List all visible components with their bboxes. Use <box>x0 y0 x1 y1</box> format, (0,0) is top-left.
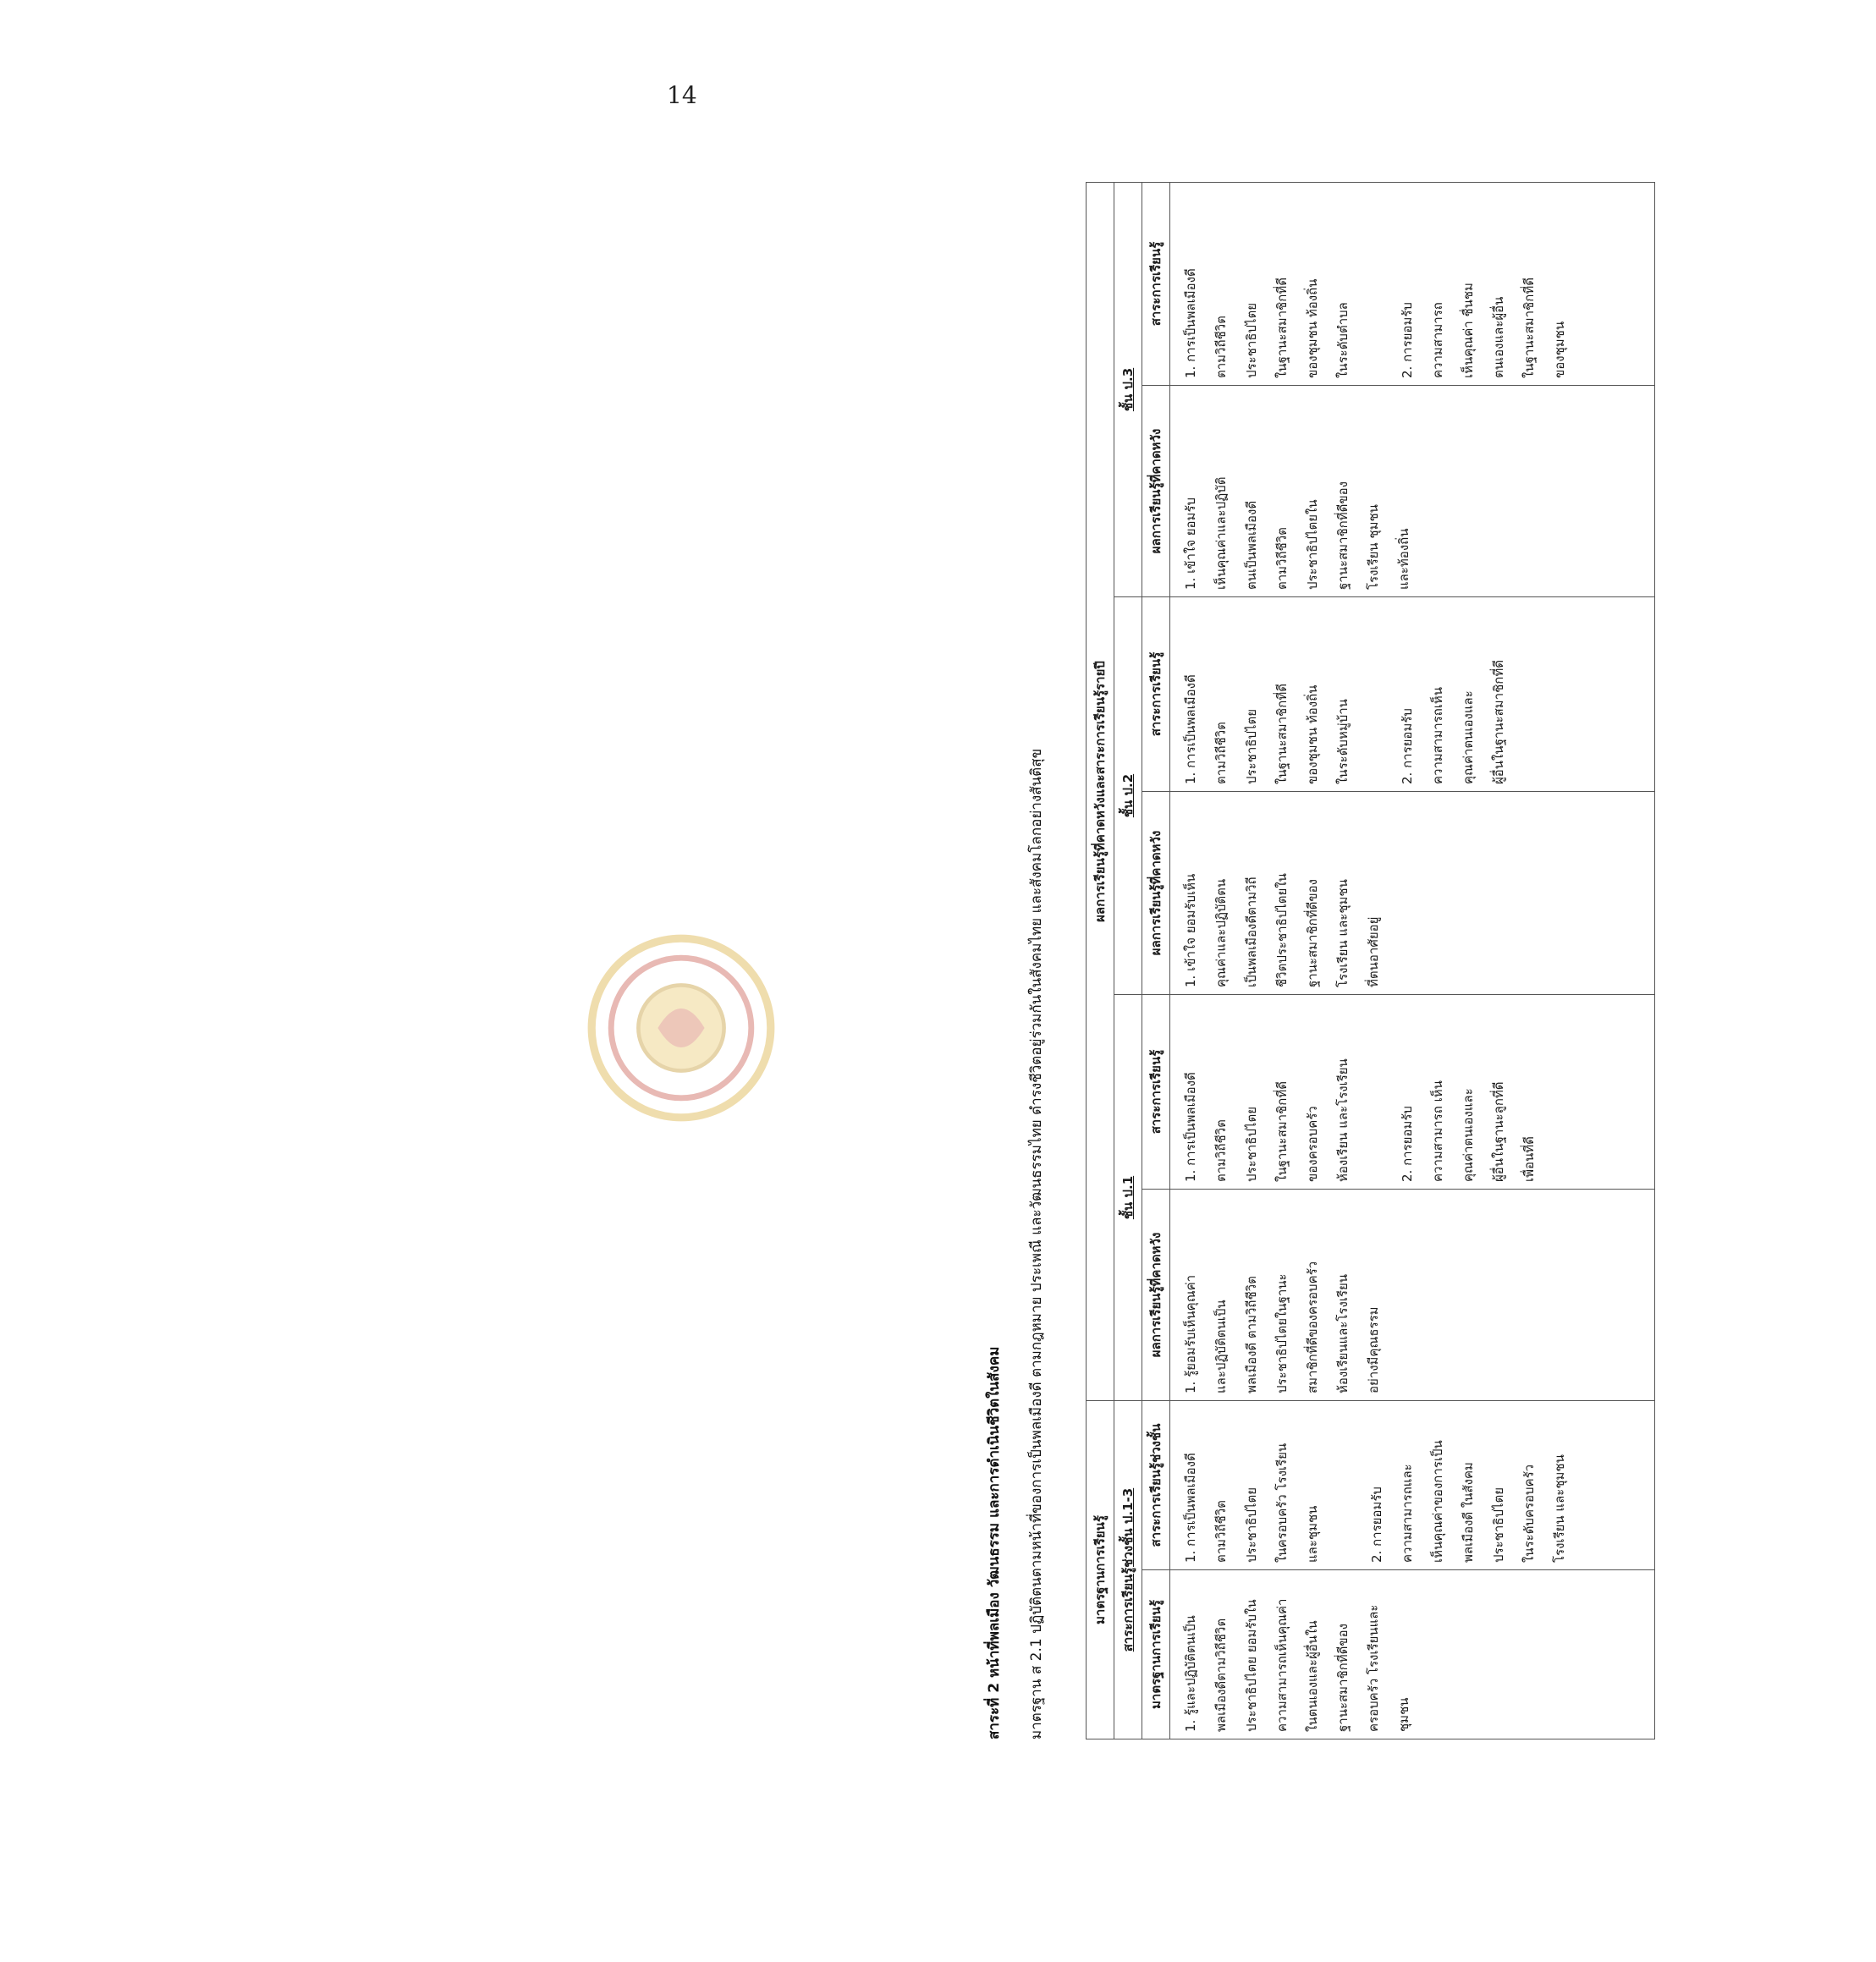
cell-line: 1. การเป็นพลเมืองดี <box>1183 1072 1198 1182</box>
cell-line: เห็นคุณค่าของการเป็น <box>1430 1440 1445 1563</box>
cell-p1-outcome <box>1170 1190 1655 1401</box>
cell-line: ของชุมชน ท้องถิ่น <box>1305 278 1320 378</box>
header-learning-standard: มาตรฐานการเรียนรู้ <box>1087 1401 1114 1739</box>
cell-item <box>1175 604 1358 784</box>
column-header-p3-content: สาระการเรียนรู้ <box>1142 182 1170 385</box>
column-header-p3-outcome: ผลการเรียนรู้ที่คาดหวัง <box>1142 386 1170 597</box>
cell-line: คุณค่าตนเองและ <box>1461 1088 1476 1182</box>
cell-line: เห็นคุณค่าและปฏิบัติ <box>1213 476 1229 590</box>
header-grade-p3: ชั้น ป.3 <box>1114 182 1142 596</box>
cell-standard <box>1170 1570 1655 1739</box>
cell-line: ในฐานะสมาชิกที่ดี <box>1521 278 1537 378</box>
column-header-p1-outcome: ผลการเรียนรู้ที่คาดหวัง <box>1142 1190 1170 1401</box>
column-header-p2-outcome: ผลการเรียนรู้ที่คาดหวัง <box>1142 792 1170 995</box>
rotated-page-content <box>954 183 1876 1739</box>
cell-line: ห้องเรียน และโรงเรียน <box>1335 1058 1351 1182</box>
cell-line: ตนเองและผู้อื่น <box>1491 296 1506 378</box>
cell-item <box>1175 190 1358 378</box>
table-row <box>1170 182 1655 1739</box>
cell-line: ประชาธิปไตย <box>1244 1107 1259 1182</box>
cell-line: ประชาธิปไตยใน <box>1305 499 1320 590</box>
cell-line: ในระดับหมู่บ้าน <box>1335 699 1351 784</box>
cell-line: ของชุมชน ท้องถิ่น <box>1305 684 1320 784</box>
cell-line: ประชาธิปไตยในฐานะ <box>1274 1273 1290 1393</box>
standard-title: มาตรฐาน ส 2.1 ปฏิบัติตนตามหน้าที่ของการเป็นพลเมืองดี ตามกฎหมาย ประเพณี และวัฒนธรรมไทย ดำรงชีวิตอยู่ร่วมกันในสังคมไทย และสังคมโลกอย่างสันติสุข <box>1028 748 1045 1739</box>
cell-line: ตามวิถีชีวิต <box>1213 1500 1229 1563</box>
cell-line: ชุมชน <box>1396 1697 1411 1732</box>
cell-line: 1. รู้ยอมรับเห็นคุณค่า <box>1183 1274 1198 1393</box>
cell-line: 1. เข้าใจ ยอมรับเห็น <box>1183 873 1198 987</box>
cell-line: เพื่อนที่ดี <box>1521 1136 1537 1182</box>
cell-line: ความสามารถ <box>1430 302 1445 378</box>
cell-item <box>1362 1408 1575 1563</box>
cell-p1-content <box>1170 995 1655 1190</box>
cell-line: คุณค่าตนเองและ <box>1461 690 1476 784</box>
cell-item <box>1175 1196 1389 1393</box>
cell-line: ความสามารถ เห็น <box>1430 1080 1445 1182</box>
curriculum-table <box>1086 182 1655 1739</box>
cell-line: โรงเรียน และชุมชน <box>1335 879 1351 987</box>
cell-line: 2. การยอมรับ <box>1369 1487 1384 1563</box>
cell-line: อย่างมีคุณธรรม <box>1366 1306 1381 1393</box>
cell-line: โรงเรียน ชุมชน <box>1366 504 1381 590</box>
cell-line: 2. การยอมรับ <box>1400 1106 1415 1182</box>
cell-line: ในตนเองและผู้อื่นใน <box>1305 1620 1320 1732</box>
header-row-2 <box>1114 182 1142 1739</box>
cell-item <box>1175 1408 1328 1563</box>
cell-item <box>1175 1577 1419 1732</box>
cell-line: ของครอบครัว <box>1305 1106 1320 1182</box>
cell-line: ความสามารถเห็นคุณค่า <box>1274 1598 1290 1732</box>
cell-line: พลเมืองดี ในสังคม <box>1461 1462 1476 1563</box>
cell-line: ฐานะสมาชิกที่ดีของ <box>1305 879 1320 987</box>
cell-line: ตนเป็นพลเมืองดี <box>1244 500 1259 590</box>
cell-line: พลเมืองดี ตามวิถีชีวิต <box>1244 1276 1259 1393</box>
cell-line: โรงเรียน และชุมชน <box>1552 1454 1567 1563</box>
column-header-range-content: สาระการเรียนรู้ช่วงชั้น <box>1142 1401 1170 1570</box>
cell-item <box>1392 1002 1544 1182</box>
cell-line: 1. การเป็นพลเมืองดี <box>1183 268 1198 378</box>
cell-line: คุณค่าและปฏิบัติตน <box>1213 878 1229 987</box>
header-row-1 <box>1087 182 1114 1739</box>
cell-line: ในฐานะสมาชิกที่ดี <box>1274 684 1290 784</box>
cell-item <box>1175 1002 1358 1182</box>
cell-item <box>1392 190 1575 378</box>
cell-line: ประชาธิปไตย <box>1244 709 1259 784</box>
cell-item <box>1175 799 1389 987</box>
cell-p3-content <box>1170 182 1655 385</box>
cell-line: ความสามารถเห็น <box>1430 686 1445 784</box>
column-header-p2-content: สาระการเรียนรู้ <box>1142 597 1170 792</box>
cell-line: 2. การยอมรับ <box>1400 708 1415 784</box>
cell-line: ประชาธิปไตย ยอมรับใน <box>1244 1599 1259 1732</box>
cell-p2-outcome <box>1170 792 1655 995</box>
cell-item <box>1175 393 1419 590</box>
cell-line: ครอบครัว โรงเรียนและ <box>1366 1604 1381 1732</box>
header-expected-outcomes: ผลการเรียนรู้ที่คาดหวังและสาระการเรียนรู้รายปี <box>1087 182 1114 1400</box>
cell-line: ห้องเรียนและโรงเรียน <box>1335 1273 1351 1393</box>
column-header-p1-content: สาระการเรียนรู้ <box>1142 995 1170 1190</box>
cell-line: 1. รู้และปฏิบัติตนเป็น <box>1183 1615 1198 1732</box>
cell-line: ฐานะสมาชิกที่ดีของ <box>1335 1624 1351 1732</box>
cell-line: ของชุมชน <box>1552 321 1567 378</box>
page-number: 14 <box>667 81 697 109</box>
cell-line: ตามวิถีชีวิต <box>1213 1119 1229 1182</box>
cell-line: ที่ตนอาศัยอยู่ <box>1366 916 1381 987</box>
cell-line: พลเมืองดีตามวิถีชีวิต <box>1213 1618 1229 1732</box>
cell-line: ประชาธิปไตย <box>1244 303 1259 378</box>
cell-line: ในระดับครอบครัว <box>1521 1464 1537 1563</box>
header-row-3 <box>1142 182 1170 1739</box>
cell-line: 2. การยอมรับ <box>1400 302 1415 378</box>
cell-p3-outcome <box>1170 386 1655 597</box>
cell-line: และปฏิบัติตนเป็น <box>1213 1300 1229 1393</box>
cell-line: ในฐานะสมาชิกที่ดี <box>1274 1081 1290 1182</box>
cell-line: ตามวิถีชีวิต <box>1213 722 1229 784</box>
cell-line: ตามวิถีชีวิต <box>1274 527 1290 590</box>
cell-line: ความสามารถและ <box>1400 1464 1415 1563</box>
cell-p2-content <box>1170 597 1655 792</box>
cell-line: ในระดับตำบล <box>1335 302 1351 378</box>
cell-item <box>1392 604 1514 784</box>
cell-line: 1. การเป็นพลเมืองดี <box>1183 1453 1198 1563</box>
cell-line: 1. การเป็นพลเมืองดี <box>1183 674 1198 784</box>
cell-line: และชุมชน <box>1305 1505 1320 1563</box>
cell-line: และท้องถิ่น <box>1396 528 1411 590</box>
cell-line: ประชาธิปไตย <box>1491 1487 1506 1563</box>
cell-line: 1. เข้าใจ ยอมรับ <box>1183 497 1198 590</box>
cell-line: ประชาธิปไตย <box>1244 1487 1259 1563</box>
header-grade-p1: ชั้น ป.1 <box>1114 995 1142 1401</box>
titles <box>954 183 1089 1739</box>
emblem-watermark-icon <box>584 931 778 1125</box>
column-header-standard: มาตรฐานการเรียนรู้ <box>1142 1570 1170 1739</box>
cell-line: ผู้อื่นในฐานะลูกที่ดี <box>1491 1081 1506 1182</box>
cell-range-content <box>1170 1401 1655 1570</box>
cell-line: ในฐานะสมาชิกที่ดี <box>1274 278 1290 378</box>
cell-line: สมาชิกที่ดีของครอบครัว <box>1305 1261 1320 1393</box>
header-grade-p2: ชั้น ป.2 <box>1114 597 1142 995</box>
strand-title: สาระที่ 2 หน้าที่พลเมือง วัฒนธรรม และการดำเนินชีวิตในสังคม <box>986 1346 1003 1739</box>
cell-line: ผู้อื่นในฐานะสมาชิกที่ดี <box>1491 660 1506 784</box>
cell-line: ฐานะสมาชิกที่ดีของ <box>1335 481 1351 590</box>
cell-line: เป็นพลเมืองดีตามวิถี <box>1244 877 1259 987</box>
header-grade-range: สาระการเรียนรู้ช่วงชั้น ป.1-3 <box>1114 1401 1142 1739</box>
cell-line: เห็นคุณค่า ชื่นชม <box>1461 283 1476 378</box>
cell-line: ในครอบครัว โรงเรียน <box>1274 1443 1290 1563</box>
cell-line: ตามวิถีชีวิต <box>1213 316 1229 378</box>
cell-line: ชีวิตประชาธิปไตยใน <box>1274 873 1290 987</box>
